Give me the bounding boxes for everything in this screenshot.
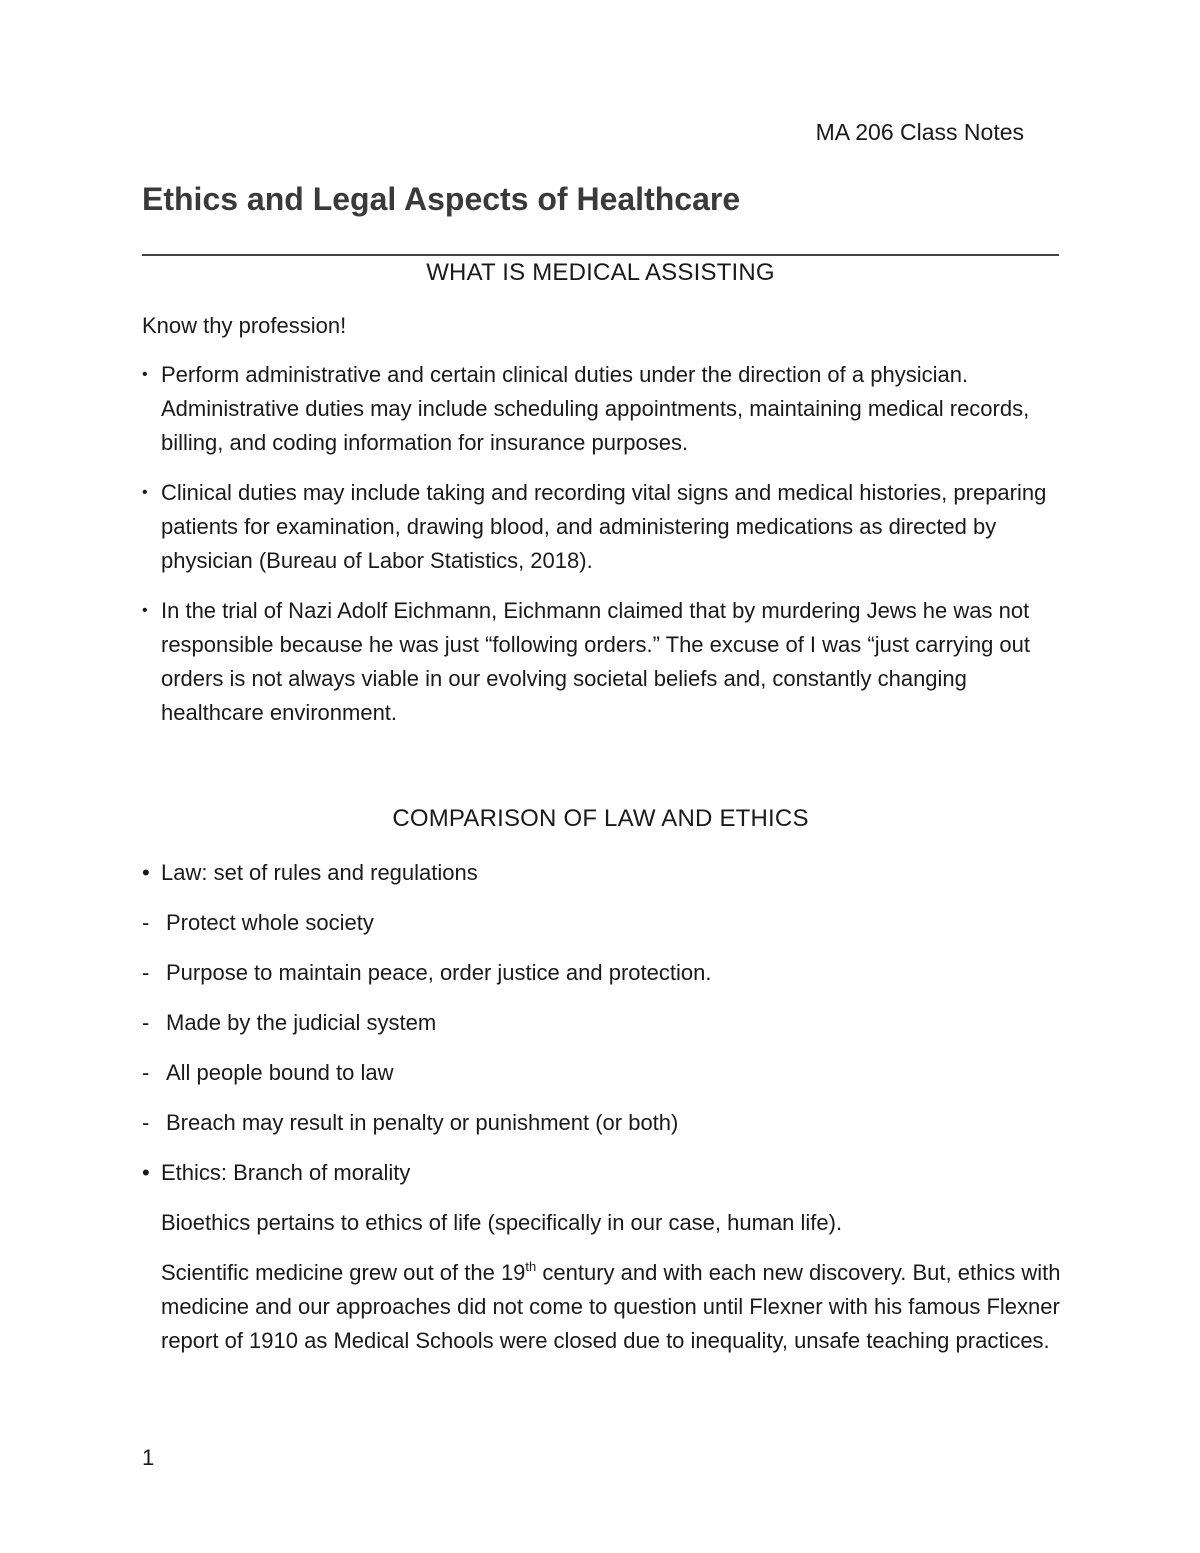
course-note: MA 206 Class Notes (815, 119, 1024, 145)
law-point (142, 909, 374, 937)
dot-marker: • (142, 1160, 150, 1185)
dash-marker: - (142, 910, 150, 935)
title-divider (142, 254, 1059, 256)
law-point (142, 1059, 394, 1087)
ethics-label: Ethics: Branch of morality (161, 1160, 411, 1185)
history-text-rest: century and with each new discovery. But, ethics with medicine and our approaches did not come to question until Flexner with his famous Flexner report of 1910 as Medical Schools were closed due to inequality, unsafe teaching practices. (161, 1260, 1061, 1353)
dash-marker: - (142, 1060, 150, 1085)
law-point-text: Breach may result in penalty or punishment (or both) (166, 1110, 679, 1135)
dash-marker: - (142, 1110, 150, 1135)
intro-text: Know thy profession! (142, 313, 347, 338)
dash-marker: - (142, 1010, 150, 1035)
bullet-marker: • (142, 602, 148, 619)
ethics-definition (142, 1159, 410, 1187)
bullet-marker: • (142, 484, 148, 501)
page-number: 1 (142, 1445, 155, 1470)
section-heading-law-ethics: COMPARISON OF LAW AND ETHICS (392, 805, 809, 832)
dash-marker: - (142, 960, 150, 985)
bullet-marker: • (142, 366, 148, 383)
history-text-start: Scientific medicine grew out of the 19 (161, 1260, 526, 1285)
bullet-item (142, 476, 1072, 578)
ordinal-suffix: th (525, 1259, 537, 1274)
law-point-text: Purpose to maintain peace, order justice and protection. (166, 960, 712, 985)
bioethics-paragraph: Bioethics pertains to ethics of life (specifically in our case, human life). (161, 1210, 843, 1235)
bullet-item (142, 358, 1072, 460)
bullet-text: In the trial of Nazi Adolf Eichmann, Eichmann claimed that by murdering Jews he was not responsible because he was just “following orders.” The excuse of I was “just carrying out orders is not always viable in our evolving societal beliefs and, constantly changing healthcare environment. (161, 598, 1031, 725)
history-paragraph (161, 1256, 1071, 1358)
law-definition (142, 859, 478, 887)
bullet-text: Clinical duties may include taking and recording vital signs and medical histories, preparing patients for examination, drawing blood, and administering medications as directed by physician (Bureau of Labor Statistics, 2018). (161, 480, 1047, 573)
document-title: Ethics and Legal Aspects of Healthcare (142, 181, 741, 217)
law-point (142, 959, 711, 987)
law-point-text: Protect whole society (166, 910, 374, 935)
law-point-text: All people bound to law (166, 1060, 394, 1085)
law-point (142, 1009, 436, 1037)
law-label: Law: set of rules and regulations (161, 860, 478, 885)
section-heading-medical-assisting: WHAT IS MEDICAL ASSISTING (426, 259, 775, 286)
law-point (142, 1109, 678, 1137)
bullet-item (142, 594, 1072, 730)
bullet-text: Perform administrative and certain clinical duties under the direction of a physician. Administrative duties may include scheduling appointments, maintaining medical records, billing, and coding information for insurance purposes. (161, 362, 1030, 455)
dot-marker: • (142, 860, 150, 885)
law-point-text: Made by the judicial system (166, 1010, 437, 1035)
